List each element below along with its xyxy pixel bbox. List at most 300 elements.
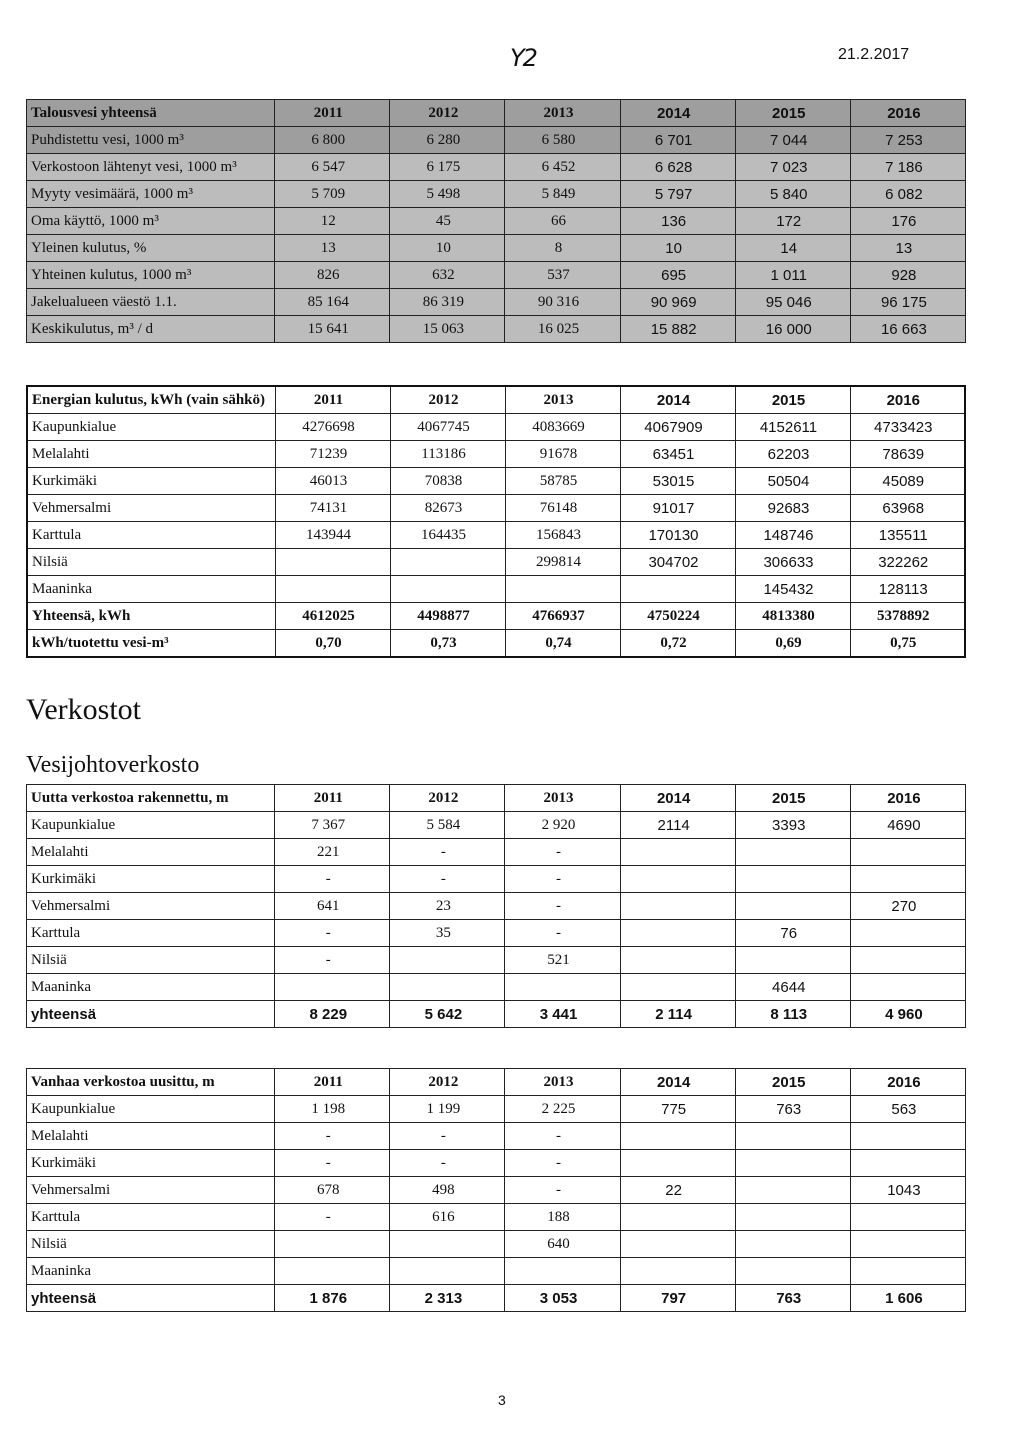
total-row	[27, 630, 965, 658]
table-cell: 188	[505, 1204, 620, 1231]
year-header: 2016	[850, 785, 965, 812]
table-row	[27, 235, 966, 262]
table-body	[27, 812, 966, 1028]
table-cell: 563	[850, 1096, 965, 1123]
table-row	[27, 1258, 966, 1285]
renewed-network-table	[26, 1068, 966, 1312]
table-row	[27, 920, 966, 947]
table-cell	[275, 549, 390, 576]
table-cell: 62203	[735, 441, 850, 468]
table-cell: 6 280	[390, 127, 505, 154]
table-cell: 1 606	[850, 1285, 965, 1312]
table-cell	[620, 1204, 735, 1231]
table-cell: -	[275, 1123, 390, 1150]
table-cell: 135511	[850, 522, 965, 549]
table-cell: 15 882	[620, 316, 735, 343]
row-label: Nilsiä	[27, 549, 275, 576]
table-cell: -	[390, 1150, 505, 1177]
table-cell	[275, 576, 390, 603]
table-header-cell: Energian kulutus, kWh (vain sähkö)	[27, 386, 275, 414]
table-cell: 632	[390, 262, 505, 289]
table-cell	[620, 1150, 735, 1177]
table-cell: 6 800	[275, 127, 390, 154]
row-label: Yhteinen kulutus, 1000 m³	[27, 262, 275, 289]
row-label: Nilsiä	[27, 1231, 275, 1258]
year-header: 2016	[850, 386, 965, 414]
table-cell: 13	[850, 235, 965, 262]
table-cell: -	[505, 893, 620, 920]
subsection-title: Vesijohtoverkosto	[26, 752, 200, 778]
row-label: Maaninka	[27, 1258, 275, 1285]
table-cell: 16 000	[735, 316, 850, 343]
table-cell: 58785	[505, 468, 620, 495]
table-cell: 306633	[735, 549, 850, 576]
year-header: 2015	[735, 100, 850, 127]
table-cell: 6 628	[620, 154, 735, 181]
table-cell: 90 969	[620, 289, 735, 316]
table-cell: 2114	[620, 812, 735, 839]
total-row	[27, 1285, 966, 1312]
row-label: Kaupunkialue	[27, 414, 275, 441]
table-cell: 5 642	[390, 1001, 505, 1028]
table-cell: 113186	[390, 441, 505, 468]
year-header: 2014	[620, 100, 735, 127]
table-cell: 6 580	[505, 127, 620, 154]
table-cell	[620, 576, 735, 603]
total-row	[27, 603, 965, 630]
energy-consumption-table	[26, 385, 966, 658]
table-cell: 8 229	[275, 1001, 390, 1028]
table-cell: 616	[390, 1204, 505, 1231]
table-cell: -	[390, 866, 505, 893]
year-header: 2016	[850, 100, 965, 127]
table-cell	[620, 974, 735, 1001]
table-cell	[850, 974, 965, 1001]
table-cell: 46013	[275, 468, 390, 495]
water-volume-table	[26, 99, 966, 343]
table-cell: -	[275, 947, 390, 974]
table-cell: 16 025	[505, 316, 620, 343]
table-cell: 2 920	[505, 812, 620, 839]
table-cell	[390, 576, 505, 603]
table-cell: 90 316	[505, 289, 620, 316]
total-row	[27, 1001, 966, 1028]
table-cell: 16 663	[850, 316, 965, 343]
table-cell	[735, 893, 850, 920]
row-label: Maaninka	[27, 576, 275, 603]
table-cell: 76	[735, 920, 850, 947]
table-cell: 85 164	[275, 289, 390, 316]
table-cell	[850, 866, 965, 893]
table-cell: 5 709	[275, 181, 390, 208]
table-body	[27, 127, 966, 343]
table-cell: 763	[735, 1285, 850, 1312]
table-cell: 0,72	[620, 630, 735, 658]
table-header-row	[27, 386, 965, 414]
table-cell: 6 452	[505, 154, 620, 181]
table-cell	[850, 947, 965, 974]
table-cell	[620, 920, 735, 947]
row-label: Karttula	[27, 522, 275, 549]
table-cell	[275, 974, 390, 1001]
table-cell: -	[505, 866, 620, 893]
table-cell: 92683	[735, 495, 850, 522]
row-label: Kaupunkialue	[27, 1096, 275, 1123]
table-cell: 4690	[850, 812, 965, 839]
table-cell: 5378892	[850, 603, 965, 630]
table-cell: 0,69	[735, 630, 850, 658]
table-cell: 763	[735, 1096, 850, 1123]
year-header: 2014	[620, 1069, 735, 1096]
table-cell: -	[505, 1123, 620, 1150]
table-cell: 15 063	[390, 316, 505, 343]
table-cell	[850, 1123, 965, 1150]
table-row	[27, 208, 966, 235]
table-cell: 5 849	[505, 181, 620, 208]
table-row	[27, 1150, 966, 1177]
year-header: 2012	[390, 785, 505, 812]
table-header-cell: Vanhaa verkostoa uusittu, m	[27, 1069, 275, 1096]
table-cell: -	[275, 1204, 390, 1231]
table-cell: 304702	[620, 549, 735, 576]
row-label: Vehmersalmi	[27, 495, 275, 522]
table-cell: 145432	[735, 576, 850, 603]
table-cell: 5 584	[390, 812, 505, 839]
table-cell	[850, 1204, 965, 1231]
table-cell	[735, 1123, 850, 1150]
table-cell: 82673	[390, 495, 505, 522]
table-cell: 6 082	[850, 181, 965, 208]
table-cell: 5 498	[390, 181, 505, 208]
table-cell	[390, 549, 505, 576]
table-row	[27, 522, 965, 549]
table-cell: 6 547	[275, 154, 390, 181]
row-label: Puhdistettu vesi, 1000 m³	[27, 127, 275, 154]
row-label: Yleinen kulutus, %	[27, 235, 275, 262]
table-cell: 521	[505, 947, 620, 974]
table-cell: 221	[275, 839, 390, 866]
table-cell	[850, 920, 965, 947]
table-cell	[735, 1231, 850, 1258]
table-cell: 4276698	[275, 414, 390, 441]
table-row	[27, 495, 965, 522]
table-cell: -	[505, 1177, 620, 1204]
table-cell: 96 175	[850, 289, 965, 316]
table-header-cell: Uutta verkostoa rakennettu, m	[27, 785, 275, 812]
year-header: 2015	[735, 785, 850, 812]
year-header: 2013	[505, 100, 620, 127]
table-cell: 53015	[620, 468, 735, 495]
table-cell: 172	[735, 208, 850, 235]
table-cell	[620, 893, 735, 920]
table-cell: 4733423	[850, 414, 965, 441]
table-header-cell: Talousvesi yhteensä	[27, 100, 275, 127]
table-row	[27, 549, 965, 576]
table-cell: 4813380	[735, 603, 850, 630]
year-header: 2011	[275, 785, 390, 812]
table-cell	[275, 1258, 390, 1285]
year-header: 2011	[275, 1069, 390, 1096]
table-cell	[735, 839, 850, 866]
row-label: Kurkimäki	[27, 1150, 275, 1177]
table-row	[27, 262, 966, 289]
table-cell: 91017	[620, 495, 735, 522]
table-cell	[620, 947, 735, 974]
table-cell: -	[505, 1150, 620, 1177]
table-cell	[735, 947, 850, 974]
row-label: Maaninka	[27, 974, 275, 1001]
row-label: Verkostoon lähtenyt vesi, 1000 m³	[27, 154, 275, 181]
table-cell: 76148	[505, 495, 620, 522]
new-network-table	[26, 784, 966, 1028]
year-header: 2014	[620, 785, 735, 812]
table-row	[27, 947, 966, 974]
table-row	[27, 1177, 966, 1204]
table-cell: 14	[735, 235, 850, 262]
year-header: 2011	[275, 100, 390, 127]
table-header-row	[27, 1069, 966, 1096]
table-cell	[850, 839, 965, 866]
table-row	[27, 127, 966, 154]
table-cell: 1 199	[390, 1096, 505, 1123]
table-row	[27, 1123, 966, 1150]
year-header: 2011	[275, 386, 390, 414]
year-header: 2016	[850, 1069, 965, 1096]
table-cell: -	[275, 1150, 390, 1177]
table-cell: 0,75	[850, 630, 965, 658]
table-cell	[850, 1258, 965, 1285]
table-row	[27, 1096, 966, 1123]
year-header: 2015	[735, 386, 850, 414]
row-label: Jakelualueen väestö 1.1.	[27, 289, 275, 316]
table-cell: 128113	[850, 576, 965, 603]
table-cell	[620, 1258, 735, 1285]
table-cell: 45	[390, 208, 505, 235]
table-cell: 136	[620, 208, 735, 235]
table-cell	[505, 974, 620, 1001]
table-cell: 928	[850, 262, 965, 289]
year-header: 2013	[505, 386, 620, 414]
table-cell	[505, 1258, 620, 1285]
table-cell: 5 840	[735, 181, 850, 208]
row-label: Vehmersalmi	[27, 893, 275, 920]
table-cell: 4644	[735, 974, 850, 1001]
table-cell: 176	[850, 208, 965, 235]
table-cell: 10	[390, 235, 505, 262]
table-row	[27, 316, 966, 343]
year-header: 2014	[620, 386, 735, 414]
row-label: Yhteensä, kWh	[27, 603, 275, 630]
handwritten-mark: Y2	[510, 44, 536, 72]
table-row	[27, 839, 966, 866]
row-label: Nilsiä	[27, 947, 275, 974]
table-row	[27, 893, 966, 920]
table-cell: 70838	[390, 468, 505, 495]
table-cell: 91678	[505, 441, 620, 468]
table-cell: 143944	[275, 522, 390, 549]
table-cell: 678	[275, 1177, 390, 1204]
table-cell: 4152611	[735, 414, 850, 441]
table-cell: 299814	[505, 549, 620, 576]
table-cell	[735, 1177, 850, 1204]
table-cell	[735, 1258, 850, 1285]
year-header: 2012	[390, 386, 505, 414]
table-cell: 50504	[735, 468, 850, 495]
table-cell: 95 046	[735, 289, 850, 316]
table-cell: -	[390, 1123, 505, 1150]
table-cell: 7 253	[850, 127, 965, 154]
table-cell	[735, 1204, 850, 1231]
table-body	[27, 414, 965, 658]
table-cell: 7 186	[850, 154, 965, 181]
table-cell: 6 175	[390, 154, 505, 181]
table-cell: 640	[505, 1231, 620, 1258]
table-cell: 10	[620, 235, 735, 262]
table-row	[27, 1231, 966, 1258]
table-cell: 4612025	[275, 603, 390, 630]
row-label: Vehmersalmi	[27, 1177, 275, 1204]
table-cell: 148746	[735, 522, 850, 549]
table-cell: 4 960	[850, 1001, 965, 1028]
table-cell: 170130	[620, 522, 735, 549]
table-cell	[620, 1123, 735, 1150]
table-cell: 86 319	[390, 289, 505, 316]
table-cell: 537	[505, 262, 620, 289]
row-label: Oma käyttö, 1000 m³	[27, 208, 275, 235]
table-cell: 0,70	[275, 630, 390, 658]
table-cell: 498	[390, 1177, 505, 1204]
table-cell: 1043	[850, 1177, 965, 1204]
table-cell: 2 225	[505, 1096, 620, 1123]
table-cell	[850, 1150, 965, 1177]
table-cell: -	[505, 920, 620, 947]
table-cell: 63968	[850, 495, 965, 522]
table-cell: 3 441	[505, 1001, 620, 1028]
document-date: 21.2.2017	[838, 46, 910, 63]
table-row	[27, 812, 966, 839]
table-cell: 270	[850, 893, 965, 920]
row-label: Keskikulutus, m³ / d	[27, 316, 275, 343]
table-cell: 4083669	[505, 414, 620, 441]
table-cell: 7 367	[275, 812, 390, 839]
table-row	[27, 441, 965, 468]
table-cell: 15 641	[275, 316, 390, 343]
table-cell: 13	[275, 235, 390, 262]
table-row	[27, 866, 966, 893]
row-label: Kurkimäki	[27, 468, 275, 495]
table-cell: 7 023	[735, 154, 850, 181]
row-label: Melalahti	[27, 1123, 275, 1150]
table-cell: 35	[390, 920, 505, 947]
row-label: Kurkimäki	[27, 866, 275, 893]
table-cell	[390, 1258, 505, 1285]
table-cell	[505, 576, 620, 603]
table-cell: 8	[505, 235, 620, 262]
section-title: Verkostot	[26, 693, 141, 726]
table-cell	[390, 1231, 505, 1258]
table-cell: 6 701	[620, 127, 735, 154]
table-cell: 4067745	[390, 414, 505, 441]
table-cell: 4498877	[390, 603, 505, 630]
table-cell: 23	[390, 893, 505, 920]
row-label: kWh/tuotettu vesi-m³	[27, 630, 275, 658]
table-cell: 1 011	[735, 262, 850, 289]
table-cell: 78639	[850, 441, 965, 468]
table-cell	[735, 1150, 850, 1177]
table-header-row	[27, 785, 966, 812]
table-row	[27, 181, 966, 208]
table-cell: 322262	[850, 549, 965, 576]
table-cell: 775	[620, 1096, 735, 1123]
table-cell: 4067909	[620, 414, 735, 441]
table-cell: 2 313	[390, 1285, 505, 1312]
table-cell	[390, 974, 505, 1001]
table-cell: 3393	[735, 812, 850, 839]
table-cell: 826	[275, 262, 390, 289]
table-row	[27, 289, 966, 316]
row-label: Kaupunkialue	[27, 812, 275, 839]
table-cell: 7 044	[735, 127, 850, 154]
table-cell: 2 114	[620, 1001, 735, 1028]
table-cell: 0,74	[505, 630, 620, 658]
page-number: 3	[498, 1392, 506, 1408]
year-header: 2015	[735, 1069, 850, 1096]
table-cell: 156843	[505, 522, 620, 549]
table-cell: 4766937	[505, 603, 620, 630]
table-cell: 1 198	[275, 1096, 390, 1123]
year-header: 2013	[505, 1069, 620, 1096]
table-cell: 641	[275, 893, 390, 920]
table-cell: 5 797	[620, 181, 735, 208]
table-cell: -	[275, 920, 390, 947]
table-cell: 695	[620, 262, 735, 289]
table-cell: 12	[275, 208, 390, 235]
table-row	[27, 1204, 966, 1231]
table-cell: 8 113	[735, 1001, 850, 1028]
table-cell: 1 876	[275, 1285, 390, 1312]
table-cell: 71239	[275, 441, 390, 468]
table-cell	[620, 839, 735, 866]
table-cell	[390, 947, 505, 974]
table-cell: -	[275, 866, 390, 893]
table-row	[27, 468, 965, 495]
row-label: Karttula	[27, 1204, 275, 1231]
table-cell: 797	[620, 1285, 735, 1312]
table-cell	[620, 866, 735, 893]
year-header: 2012	[390, 100, 505, 127]
row-label: Myyty vesimäärä, 1000 m³	[27, 181, 275, 208]
table-body	[27, 1096, 966, 1312]
table-cell: 74131	[275, 495, 390, 522]
table-cell: 63451	[620, 441, 735, 468]
table-row	[27, 154, 966, 181]
table-header-row	[27, 100, 966, 127]
year-header: 2013	[505, 785, 620, 812]
table-row	[27, 414, 965, 441]
table-cell	[850, 1231, 965, 1258]
row-label: Melalahti	[27, 839, 275, 866]
table-cell: 66	[505, 208, 620, 235]
table-cell: -	[505, 839, 620, 866]
table-cell	[735, 866, 850, 893]
table-cell: 0,73	[390, 630, 505, 658]
table-cell: 164435	[390, 522, 505, 549]
table-cell: -	[390, 839, 505, 866]
row-label: Melalahti	[27, 441, 275, 468]
table-cell: 4750224	[620, 603, 735, 630]
table-cell: 22	[620, 1177, 735, 1204]
table-cell	[275, 1231, 390, 1258]
